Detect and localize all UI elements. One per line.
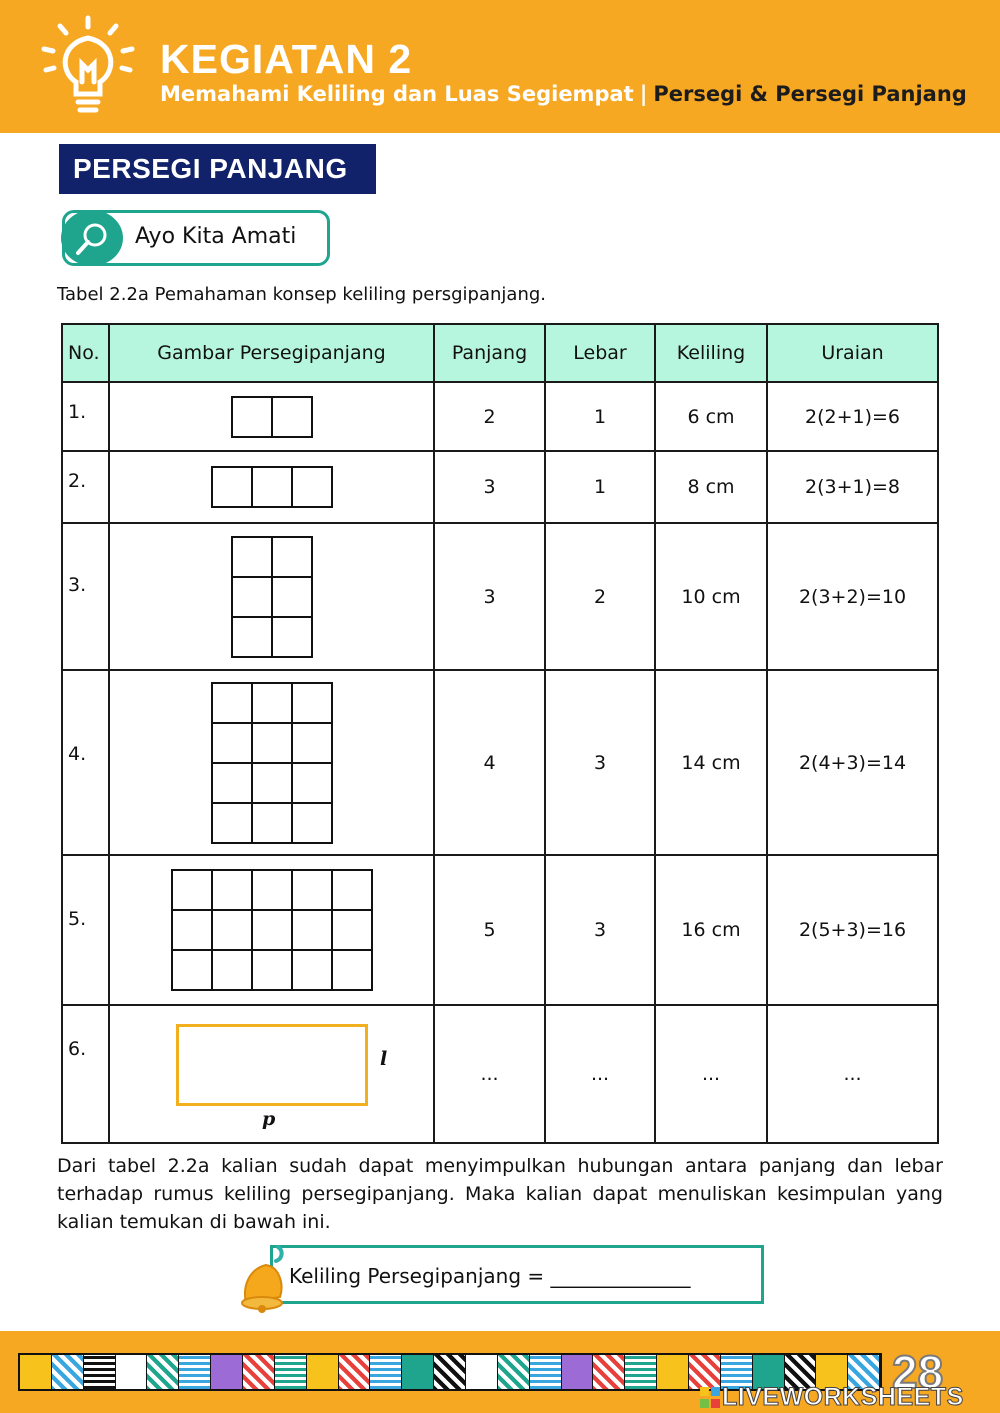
uraian-answer[interactable]: ... <box>767 1005 938 1143</box>
unit-square <box>292 870 332 910</box>
row-number: 6. <box>62 1005 109 1143</box>
liveworksheets-logo-icon <box>700 1387 720 1409</box>
unit-square <box>292 803 332 843</box>
unit-square <box>212 870 252 910</box>
pattern-tile <box>466 1355 498 1389</box>
formula-box <box>270 1245 764 1304</box>
pattern-tile <box>339 1355 371 1389</box>
uraian-cell: 2(5+3)=16 <box>767 855 938 1005</box>
pattern-tile <box>179 1355 211 1389</box>
unit-square <box>252 763 292 803</box>
keliling-answer[interactable]: ... <box>655 1005 767 1143</box>
panjang-cell: 5 <box>434 855 545 1005</box>
rectangle-picture <box>109 451 434 523</box>
keliling-cell: 14 cm <box>655 670 767 855</box>
footer-band <box>0 1331 1000 1413</box>
observe-label: Ayo Kita Amati <box>135 224 297 249</box>
unit-square <box>252 683 292 723</box>
header-no: No. <box>62 324 109 382</box>
unit-square <box>232 577 272 617</box>
pattern-tile <box>370 1355 402 1389</box>
panjang-cell: 3 <box>434 523 545 670</box>
uraian-cell: 2(2+1)=6 <box>767 382 938 451</box>
unit-square <box>332 950 372 990</box>
unit-square <box>292 950 332 990</box>
table-row <box>62 670 938 855</box>
unit-square <box>212 910 252 950</box>
pattern-tile <box>116 1355 148 1389</box>
panjang-cell: 4 <box>434 670 545 855</box>
pattern-tile <box>625 1355 657 1389</box>
unit-square <box>172 910 212 950</box>
pattern-tile <box>562 1355 594 1389</box>
table-row <box>62 523 938 670</box>
keliling-cell: 16 cm <box>655 855 767 1005</box>
unit-square <box>272 617 312 657</box>
panjang-answer[interactable]: ... <box>434 1005 545 1143</box>
unit-square <box>332 910 372 950</box>
table-row <box>62 855 938 1005</box>
unit-square <box>232 537 272 577</box>
pattern-tile <box>593 1355 625 1389</box>
unit-square <box>212 467 252 507</box>
pattern-tile <box>147 1355 179 1389</box>
unit-square-grid <box>231 536 313 658</box>
row-number: 4. <box>62 670 109 855</box>
panjang-cell: 3 <box>434 451 545 523</box>
pattern-tile <box>689 1355 721 1389</box>
conclusion-paragraph: Dari tabel 2.2a kalian sudah dapat menyimpulkan hubungan antara panjang dan lebar terhadap rumus keliling persegipanjang. Maka kalian dapat menuliskan kesimpulan yang kalian temukan di bawah ini. <box>57 1155 943 1233</box>
unit-square <box>292 763 332 803</box>
unit-square <box>272 577 312 617</box>
table-row <box>62 451 938 523</box>
unit-square <box>212 763 252 803</box>
perimeter-table <box>61 323 939 1144</box>
rectangle-picture <box>109 1005 434 1143</box>
grid-figure <box>110 682 433 844</box>
unit-square <box>232 617 272 657</box>
table-caption: Tabel 2.2a Pemahaman konsep keliling persgipanjang. <box>57 284 547 305</box>
pattern-tile <box>52 1355 84 1389</box>
unit-square <box>212 723 252 763</box>
unit-square <box>292 723 332 763</box>
header-keliling: Keliling <box>655 324 767 382</box>
row-number: 1. <box>62 382 109 451</box>
unit-square-grid <box>171 869 373 991</box>
lebar-cell: 2 <box>545 523 655 670</box>
table-header-row <box>62 324 938 382</box>
unit-square <box>272 397 312 437</box>
pattern-tile <box>275 1355 307 1389</box>
grid-figure <box>110 396 433 438</box>
grid-figure <box>110 536 433 658</box>
magnifier-icon <box>73 220 111 258</box>
pattern-tile <box>307 1355 339 1389</box>
row-number: 3. <box>62 523 109 670</box>
unit-square <box>252 723 292 763</box>
unit-square <box>292 467 332 507</box>
section-title: PERSEGI PANJANG <box>59 144 376 194</box>
rectangle-picture <box>109 523 434 670</box>
lebar-cell: 3 <box>545 670 655 855</box>
activity-title: KEGIATAN 2 <box>160 36 413 82</box>
row-number: 2. <box>62 451 109 523</box>
row-number: 5. <box>62 855 109 1005</box>
rectangle-picture <box>109 855 434 1005</box>
activity-subtitle <box>160 82 967 106</box>
pattern-tile <box>434 1355 466 1389</box>
lebar-cell: 3 <box>545 855 655 1005</box>
lebar-cell: 1 <box>545 382 655 451</box>
pattern-tile <box>211 1355 243 1389</box>
keliling-cell: 6 cm <box>655 382 767 451</box>
table-row <box>62 382 938 451</box>
unit-square-grid <box>211 682 333 844</box>
rectangle-picture <box>109 382 434 451</box>
subtitle-separator: | <box>639 82 648 106</box>
bell-icon <box>232 1245 292 1315</box>
rectangle-picture <box>109 670 434 855</box>
header-panjang: Panjang <box>434 324 545 382</box>
pattern-tile <box>20 1355 52 1389</box>
unit-square-grid <box>211 466 333 508</box>
label-panjang: p <box>262 1108 276 1130</box>
page-number: 28 <box>892 1346 944 1398</box>
magnifier-badge <box>61 210 123 266</box>
unit-square <box>252 870 292 910</box>
unit-square-grid <box>231 396 313 438</box>
table-row <box>62 1005 938 1143</box>
unit-square <box>172 950 212 990</box>
liveworksheets-watermark[interactable]: LIVEWORKSHEETS <box>722 1383 964 1411</box>
header-uraian: Uraian <box>767 324 938 382</box>
unit-square <box>212 950 252 990</box>
unit-square <box>252 803 292 843</box>
uraian-cell: 2(3+1)=8 <box>767 451 938 523</box>
subtitle-highlight: Persegi & Persegi Panjang <box>653 82 967 106</box>
subtitle-text: Memahami Keliling dan Luas Segiempat <box>160 82 634 106</box>
unit-square <box>212 683 252 723</box>
lightbulb-icon <box>38 14 138 119</box>
blank-rectangle <box>176 1024 368 1106</box>
unit-square <box>252 950 292 990</box>
unit-square <box>292 910 332 950</box>
pattern-tile <box>498 1355 530 1389</box>
pattern-tile <box>657 1355 689 1389</box>
keliling-cell: 8 cm <box>655 451 767 523</box>
grid-figure <box>110 869 433 991</box>
formula-input[interactable]: Keliling Persegipanjang = ______________ <box>289 1264 691 1288</box>
unit-square <box>292 683 332 723</box>
pattern-tile <box>84 1355 116 1389</box>
uraian-cell: 2(4+3)=14 <box>767 670 938 855</box>
lebar-cell: 1 <box>545 451 655 523</box>
pattern-tile <box>243 1355 275 1389</box>
lebar-answer[interactable]: ... <box>545 1005 655 1143</box>
header-banner <box>0 0 1000 133</box>
keliling-cell: 10 cm <box>655 523 767 670</box>
unit-square <box>332 870 372 910</box>
observe-label-box <box>62 210 330 266</box>
pattern-tile <box>402 1355 434 1389</box>
label-lebar: l <box>380 1048 388 1070</box>
pattern-tile <box>530 1355 562 1389</box>
unit-square <box>252 467 292 507</box>
uraian-cell: 2(3+2)=10 <box>767 523 938 670</box>
grid-figure <box>110 466 433 508</box>
unit-square <box>212 803 252 843</box>
header-lebar: Lebar <box>545 324 655 382</box>
unit-square <box>172 870 212 910</box>
panjang-cell: 2 <box>434 382 545 451</box>
unit-square <box>232 397 272 437</box>
unit-square <box>252 910 292 950</box>
unit-square <box>272 537 312 577</box>
header-gambar: Gambar Persegipanjang <box>109 324 434 382</box>
